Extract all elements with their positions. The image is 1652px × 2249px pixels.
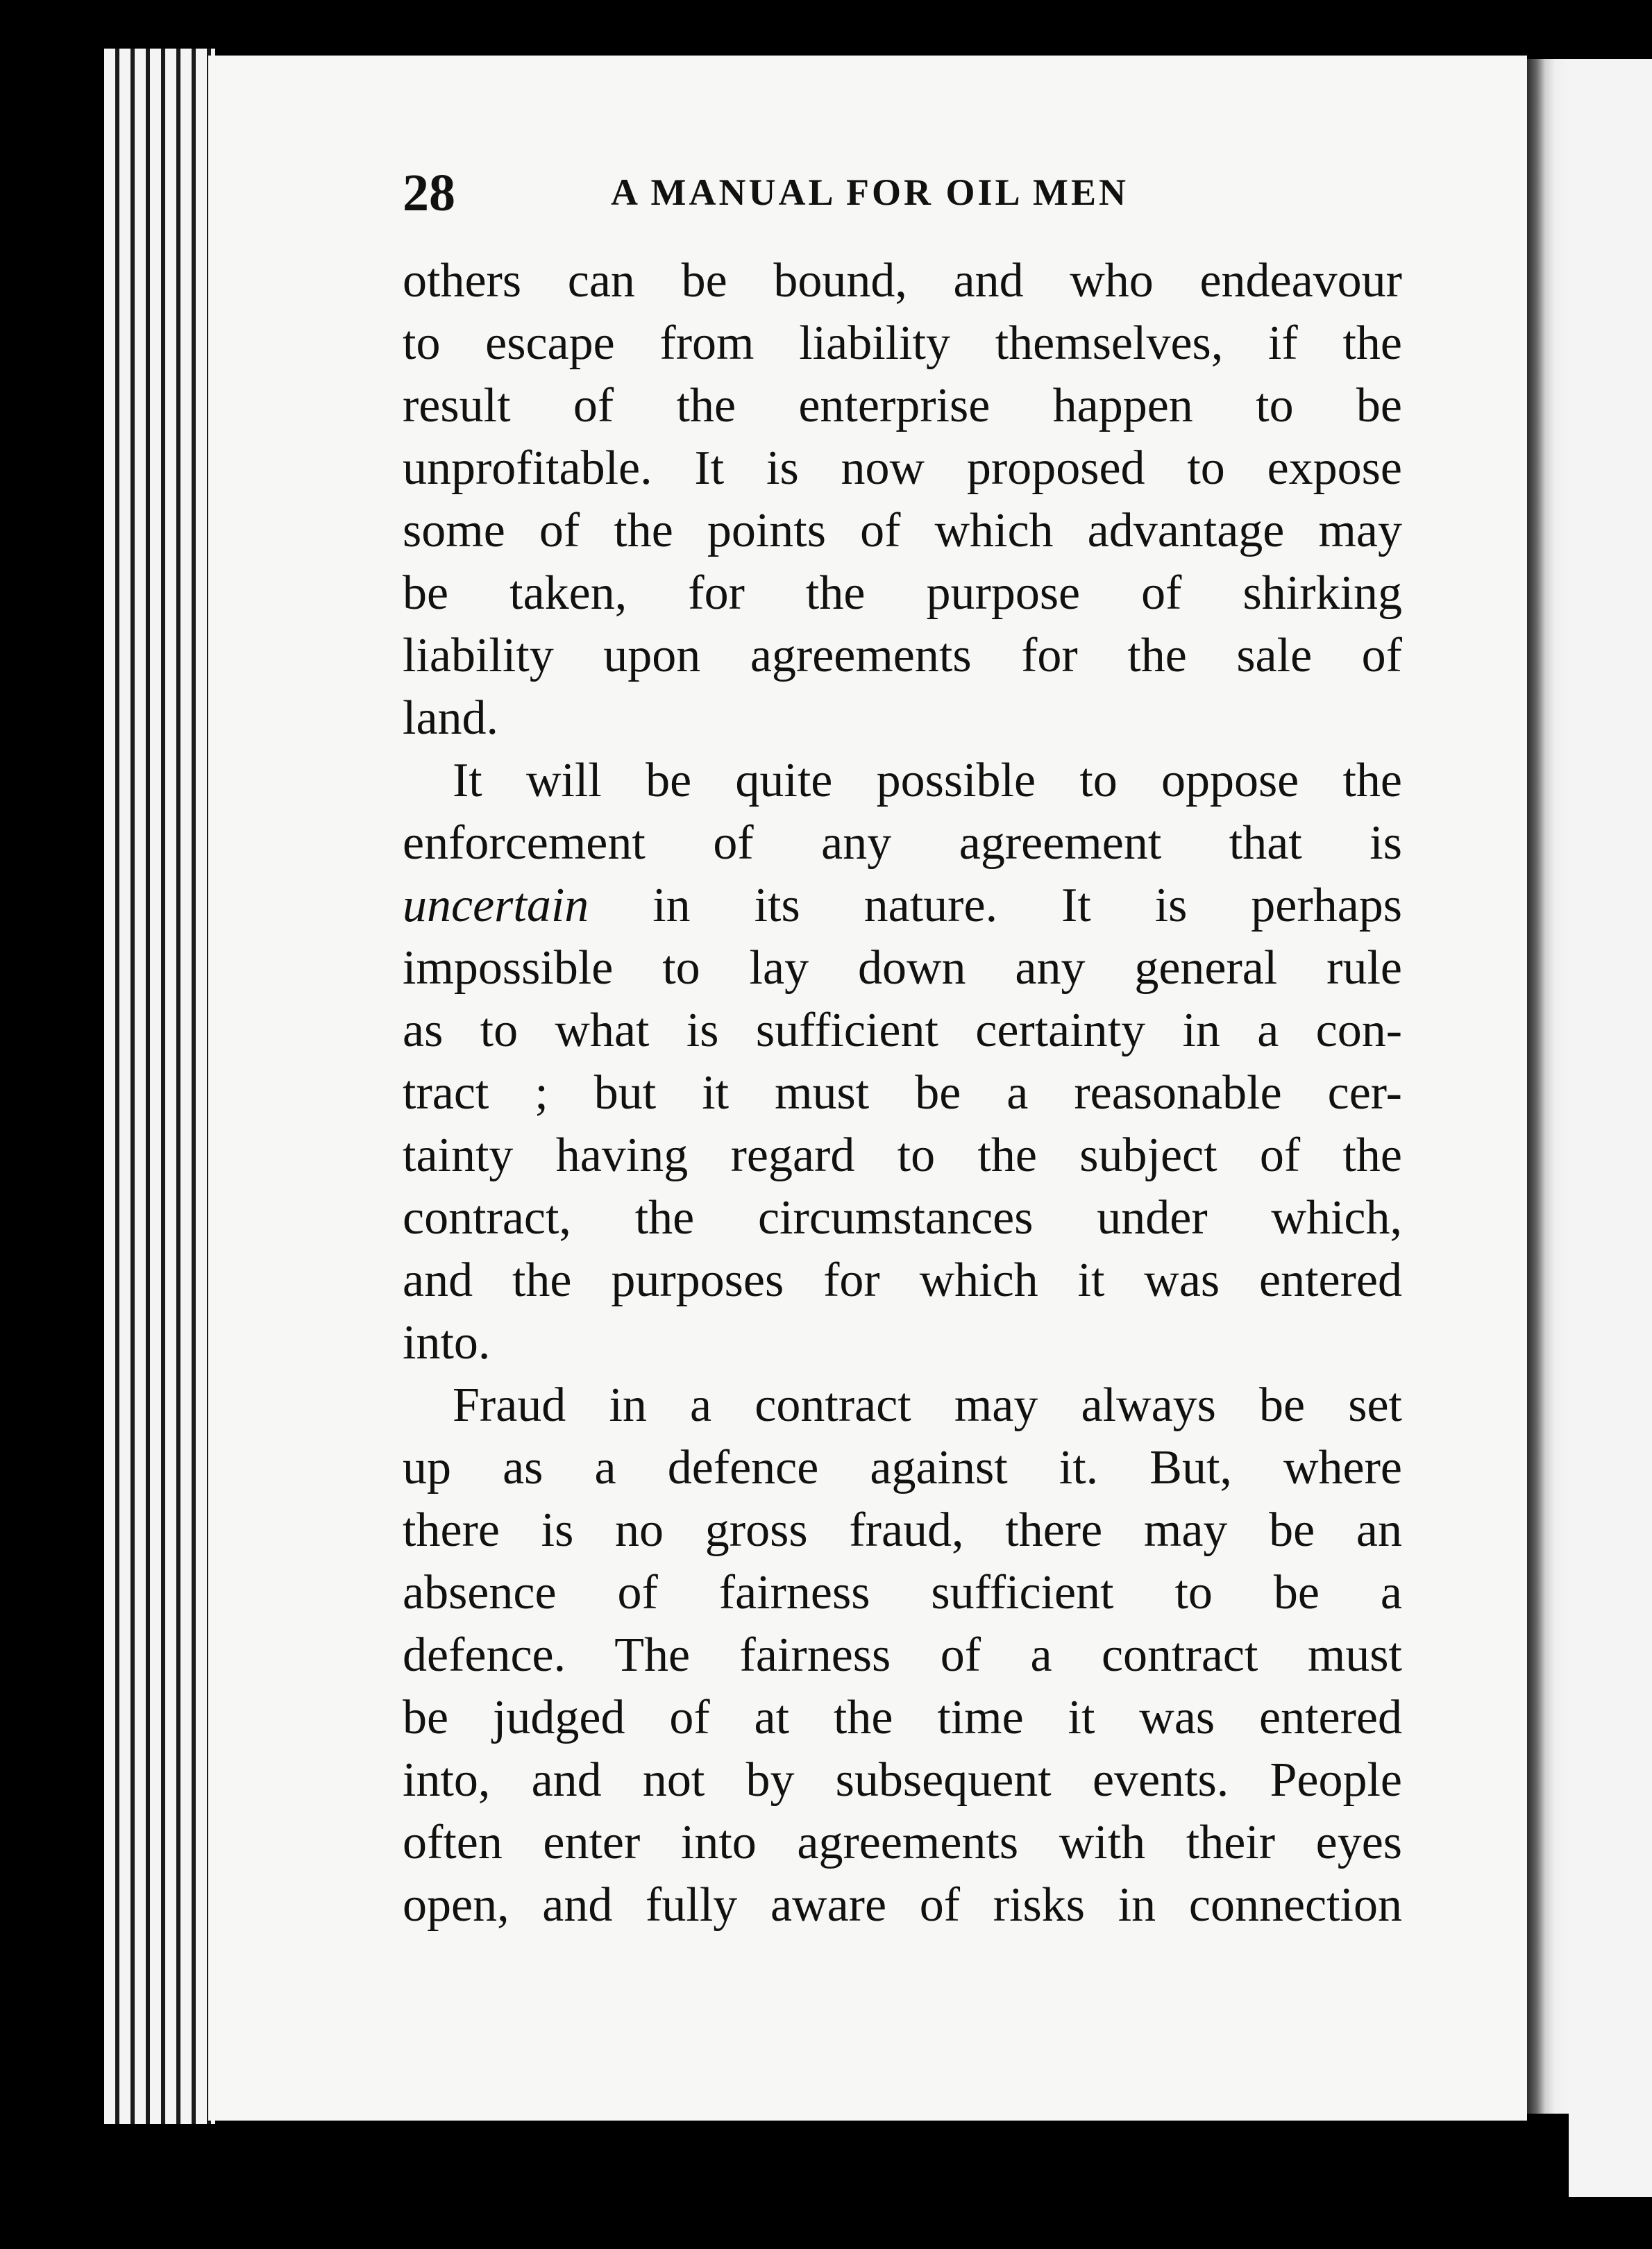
page-header xyxy=(403,153,1402,229)
text-line: open, and fully aware of risks in connection xyxy=(403,1878,1402,1932)
text-line: enforcement of any agreement that is xyxy=(403,816,1402,870)
stacked-page-edges xyxy=(104,49,215,2124)
text-line: others can be bound, and who endeavour xyxy=(403,254,1402,308)
text-line: and the purposes for which it was entered xyxy=(403,1254,1402,1307)
text-line: absence of fairness sufficient to be a xyxy=(403,1566,1402,1619)
text-line: impossible to lay down any general rule xyxy=(403,941,1402,995)
text-line: some of the points of which advantage may xyxy=(403,504,1402,557)
text-line: be judged of at the time it was entered xyxy=(403,1691,1402,1744)
text-line: into, and not by subsequent events. People xyxy=(403,1753,1402,1807)
text-line-remainder: in its nature. It is perhaps xyxy=(652,879,1403,932)
text-line: as to what is sufficient certainty in a con- xyxy=(403,1004,1402,1057)
text-line: into. xyxy=(403,1316,491,1370)
text-line: defence. The fairness of a contract must xyxy=(403,1628,1402,1682)
text-line: liability upon agreements for the sale of xyxy=(403,629,1402,682)
text-line: tract ; but it must be a reasonable cer- xyxy=(403,1066,1402,1120)
text-line: be taken, for the purpose of shirking xyxy=(403,566,1402,620)
facing-page-sliver xyxy=(1569,59,1652,2197)
text-line: result of the enterprise happen to be xyxy=(403,379,1402,432)
text-line: to escape from liability themselves, if the xyxy=(403,317,1402,370)
page-number: 28 xyxy=(403,164,455,222)
next-page-edge xyxy=(1527,59,1569,2114)
text-line: contract, the circumstances under which, xyxy=(403,1191,1402,1245)
text-line: Fraud in a contract may always be set xyxy=(453,1379,1402,1432)
text-line: It will be quite possible to oppose the xyxy=(453,754,1402,807)
running-head: A MANUAL FOR OIL MEN xyxy=(611,171,1129,213)
paragraph-2 xyxy=(403,750,1402,1374)
paragraph-3 xyxy=(403,1374,1402,1937)
text-line: there is no gross fraud, there may be an xyxy=(403,1503,1402,1557)
text-line: unprofitable. It is now proposed to expose xyxy=(403,441,1402,495)
body-text xyxy=(403,250,1402,1937)
text-line: often enter into agreements with their eyes xyxy=(403,1816,1402,1869)
text-line-with-italic xyxy=(403,875,1402,937)
italic-word: uncertain xyxy=(403,879,589,932)
text-line: land. xyxy=(403,691,499,745)
text-line: tainty having regard to the subject of the xyxy=(403,1129,1402,1182)
paragraph-1 xyxy=(403,250,1402,750)
text-line: up as a defence against it. But, where xyxy=(403,1441,1402,1494)
